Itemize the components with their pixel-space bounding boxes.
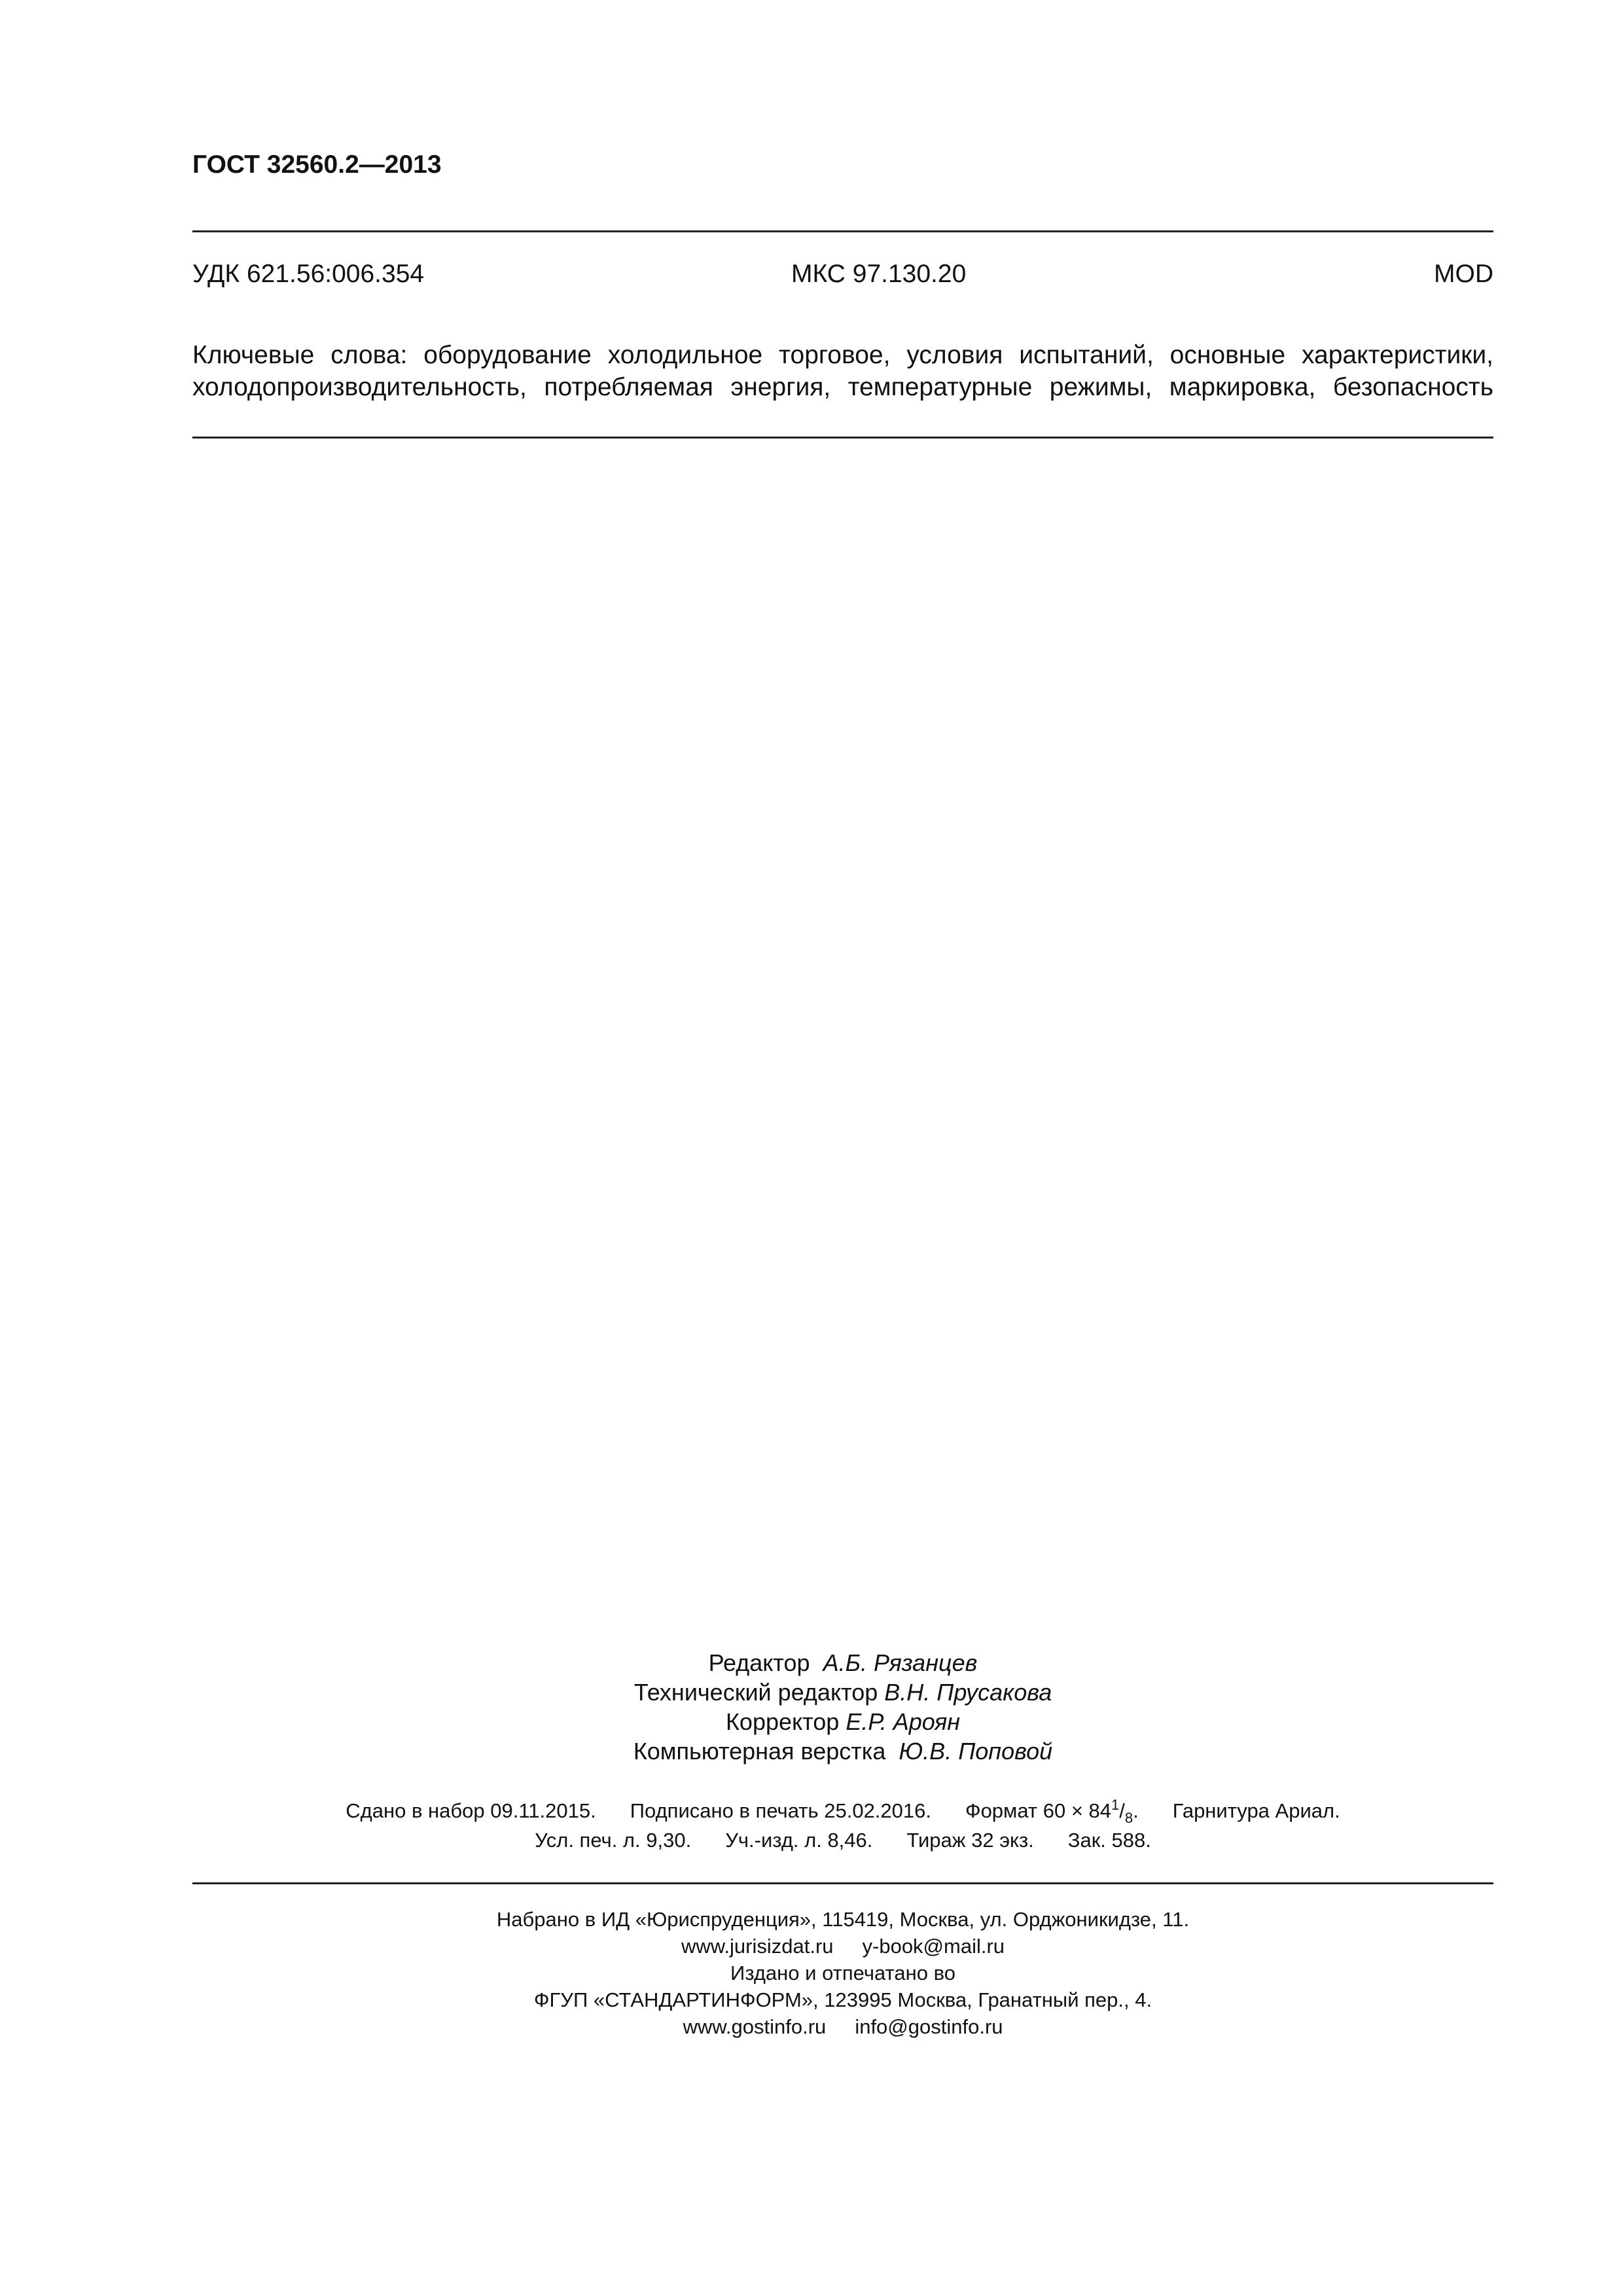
print-info-row <box>192 1796 1493 1825</box>
format-prefix: Формат 60 × 84 <box>965 1799 1112 1822</box>
print-sheets: Усл. печ. л. 9,30. <box>535 1829 692 1852</box>
credit-name: Ю.В. Поповой <box>899 1738 1053 1765</box>
format-denominator: 8 <box>1124 1810 1133 1826</box>
printed-website-link[interactable]: www.gostinfo.ru <box>683 2015 827 2038</box>
udk-code: УДК 621.56:006.354 <box>192 260 425 288</box>
format-suffix: . <box>1133 1799 1139 1822</box>
credit-row <box>192 1736 1493 1766</box>
credit-role: Технический редактор <box>633 1679 878 1706</box>
printed-email-link[interactable]: info@gostinfo.ru <box>855 2015 1003 2038</box>
credit-row <box>192 1648 1493 1677</box>
credit-row <box>192 1707 1493 1736</box>
printed-address: ФГУП «СТАНДАРТИНФОРМ», 123995 Москва, Гранатный пер., 4. <box>533 1988 1152 2011</box>
keywords-line: холодопроизводительность, потребляемая энергия, температурные режимы, маркировка, безопасность <box>192 373 1493 401</box>
publisher-divider <box>192 1882 1493 1884</box>
keywords-divider <box>192 437 1493 439</box>
top-divider <box>192 230 1493 232</box>
typeset-contacts <box>192 1933 1493 1960</box>
credit-role: Корректор <box>725 1708 840 1735</box>
printed-line: Издано и отпечатано во <box>730 1962 955 1984</box>
paper-format <box>965 1797 1139 1826</box>
format-slash: / <box>1119 1799 1125 1822</box>
credit-name: А.Б. Рязанцев <box>823 1649 978 1676</box>
credits-block <box>192 1648 1493 1766</box>
credit-name: В.Н. Прусакова <box>884 1679 1052 1706</box>
keywords-block <box>192 339 1493 403</box>
keywords-line: Ключевые слова: оборудование холодильное торговое, условия испытаний, основные характеристики, <box>192 341 1493 369</box>
publisher-block <box>192 1906 1493 2040</box>
credit-row <box>192 1677 1493 1707</box>
mks-code: МКС 97.130.20 <box>791 260 967 288</box>
order-number: Зак. 588. <box>1067 1829 1151 1852</box>
typeset-website-link[interactable]: www.jurisizdat.ru <box>681 1935 834 1958</box>
circulation: Тираж 32 экз. <box>906 1829 1034 1852</box>
credit-name: Е.Р. Ароян <box>846 1708 961 1735</box>
format-numerator: 1 <box>1111 1797 1120 1813</box>
print-info-row <box>192 1825 1493 1855</box>
credit-role: Компьютерная верстка <box>633 1738 886 1765</box>
mod-marker: MOD <box>1434 260 1493 288</box>
page-title: ГОСТ 32560.2—2013 <box>192 151 442 179</box>
print-info-block <box>192 1796 1493 1855</box>
signed-date: Подписано в печать 25.02.2016. <box>630 1799 931 1822</box>
typeface: Гарнитура Ариал. <box>1172 1799 1340 1822</box>
publisher-sheets: Уч.-изд. л. 8,46. <box>725 1829 873 1852</box>
typeset-line: Набрано в ИД «Юриспруденция», 115419, Москва, ул. Орджоникидзе, 11. <box>496 1908 1190 1931</box>
submitted-date: Сдано в набор 09.11.2015. <box>346 1799 596 1822</box>
classification-codes <box>192 259 1493 290</box>
printed-contacts <box>192 2013 1493 2040</box>
credit-role: Редактор <box>708 1649 810 1676</box>
typeset-email-link[interactable]: y-book@mail.ru <box>862 1935 1005 1958</box>
